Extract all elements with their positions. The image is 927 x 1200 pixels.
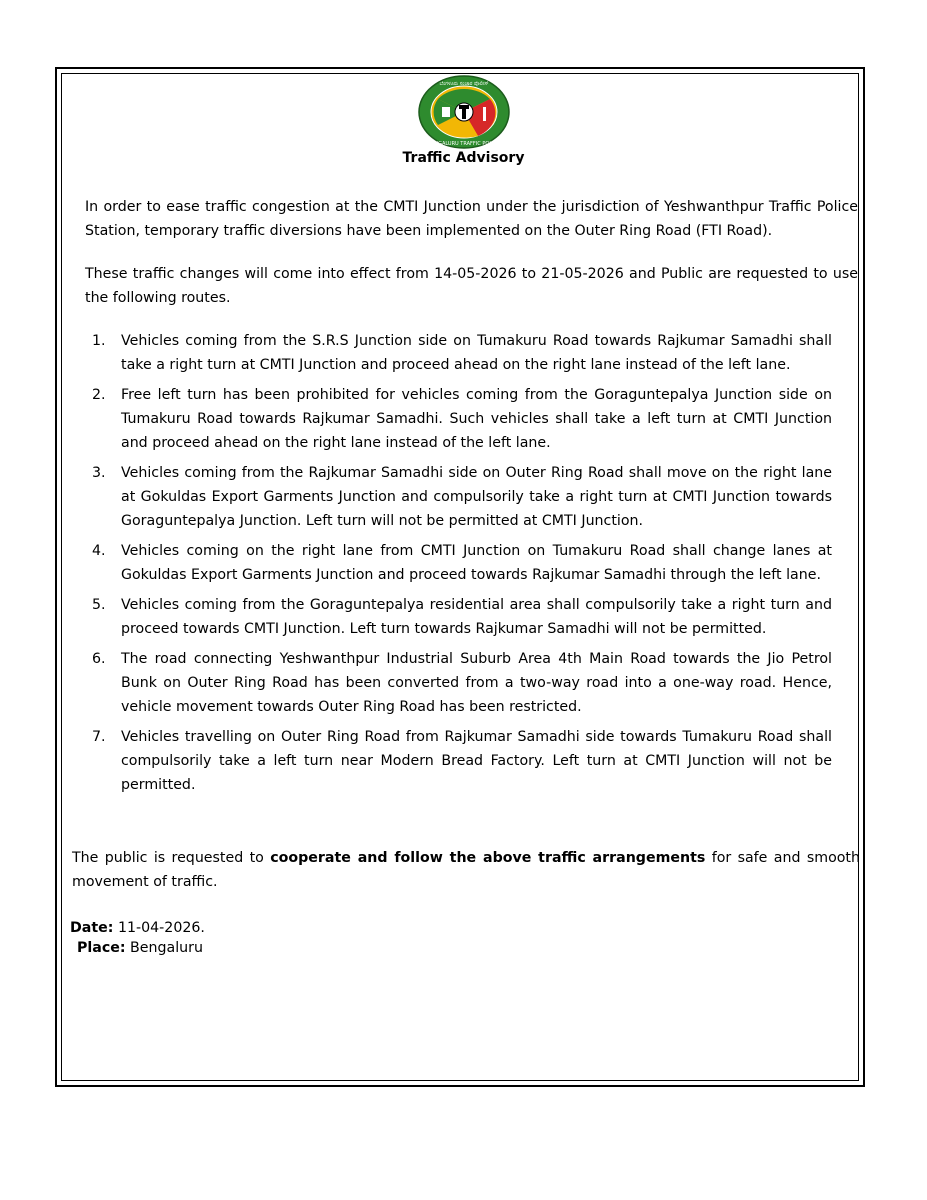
place-label: Place: <box>77 940 126 956</box>
closing-text-pre: The public is requested to <box>72 850 271 866</box>
rule-number: 3. <box>92 465 106 481</box>
closing-text-post: for safe and smooth movement of traffic. <box>72 850 860 890</box>
svg-text:ಬೆಂಗಳೂರು ಸಂಚಾರ ಪೊಲೀಸ್: ಬೆಂಗಳೂರು ಸಂಚಾರ ಪೊಲೀಸ್ <box>439 81 489 87</box>
page-title: Traffic Advisory <box>402 150 525 166</box>
rule-text: Vehicles coming from the Goraguntepalya residential area shall compulsorily take a right turn and proceed towards CMTI Junction. Left turn towards Rajkumar Samadhi will not be permitted. <box>121 597 832 637</box>
rules-list <box>92 329 832 803</box>
rule-item-5 <box>92 593 832 641</box>
rule-text: Vehicles travelling on Outer Ring Road from Rajkumar Samadhi side towards Tumakuru Road shall compulsorily take a left turn near Modern Bread Factory. Left turn at CMTI Junction will not be permitted. <box>121 729 832 793</box>
date-line <box>70 918 205 938</box>
date-value: 11-04-2026. <box>113 920 205 936</box>
rule-item-6 <box>92 647 832 719</box>
intro-paragraph: In order to ease traffic congestion at the CMTI Junction under the jurisdiction of Yeshwanthpur Traffic Police Station, temporary traffic diversions have been implemented on the Outer Ring Road (FTI Road). <box>85 199 858 239</box>
bengaluru-traffic-police-logo-icon <box>418 75 510 149</box>
rule-number: 7. <box>92 729 106 745</box>
effect-paragraph: These traffic changes will come into effect from 14-05-2026 to 21-05-2026 and Public are requested to use the following routes. <box>85 266 858 306</box>
place-value: Bengaluru <box>125 940 203 956</box>
rule-number: 5. <box>92 597 106 613</box>
rule-number: 6. <box>92 651 106 667</box>
closing-paragraph <box>72 846 860 894</box>
rule-item-4 <box>92 539 832 587</box>
rule-number: 2. <box>92 387 106 403</box>
rule-text: The road connecting Yeshwanthpur Industrial Suburb Area 4th Main Road towards the Jio Petrol Bunk on Outer Ring Road has been converted from a two-way road into a one-way road. Hence, vehicle movement towards Outer Ring Road has been restricted. <box>121 651 832 715</box>
rule-item-7 <box>92 725 832 797</box>
rule-item-1 <box>92 329 832 377</box>
svg-text:BENGALURU TRAFFIC POLICE: BENGALURU TRAFFIC POLICE <box>427 141 501 147</box>
rule-number: 1. <box>92 333 106 349</box>
rule-number: 4. <box>92 543 106 559</box>
closing-text-bold: cooperate and follow the above traffic arrangements <box>270 850 706 866</box>
rule-item-3 <box>92 461 832 533</box>
place-line <box>77 938 203 958</box>
rule-text: Vehicles coming on the right lane from CMTI Junction on Tumakuru Road shall change lanes at Gokuldas Export Garments Junction and proceed towards Rajkumar Samadhi through the left lane. <box>121 543 832 583</box>
rule-item-2 <box>92 383 832 455</box>
date-label: Date: <box>70 920 114 936</box>
rule-text: Free left turn has been prohibited for vehicles coming from the Goraguntepalya Junction side on Tumakuru Road towards Rajkumar Samadhi. Such vehicles shall take a left turn at CMTI Junction and proceed ahead on the right lane instead of the left lane. <box>121 387 832 451</box>
rule-text: Vehicles coming from the S.R.S Junction side on Tumakuru Road towards Rajkumar Samadhi shall take a right turn at CMTI Junction and proceed ahead on the right lane instead of the left lane. <box>121 333 832 373</box>
rule-text: Vehicles coming from the Rajkumar Samadhi side on Outer Ring Road shall move on the right lane at Gokuldas Export Garments Junction and compulsorily take a right turn at CMTI Junction towards Goraguntepalya Junction. Left turn will not be permitted at CMTI Junction. <box>121 465 832 529</box>
